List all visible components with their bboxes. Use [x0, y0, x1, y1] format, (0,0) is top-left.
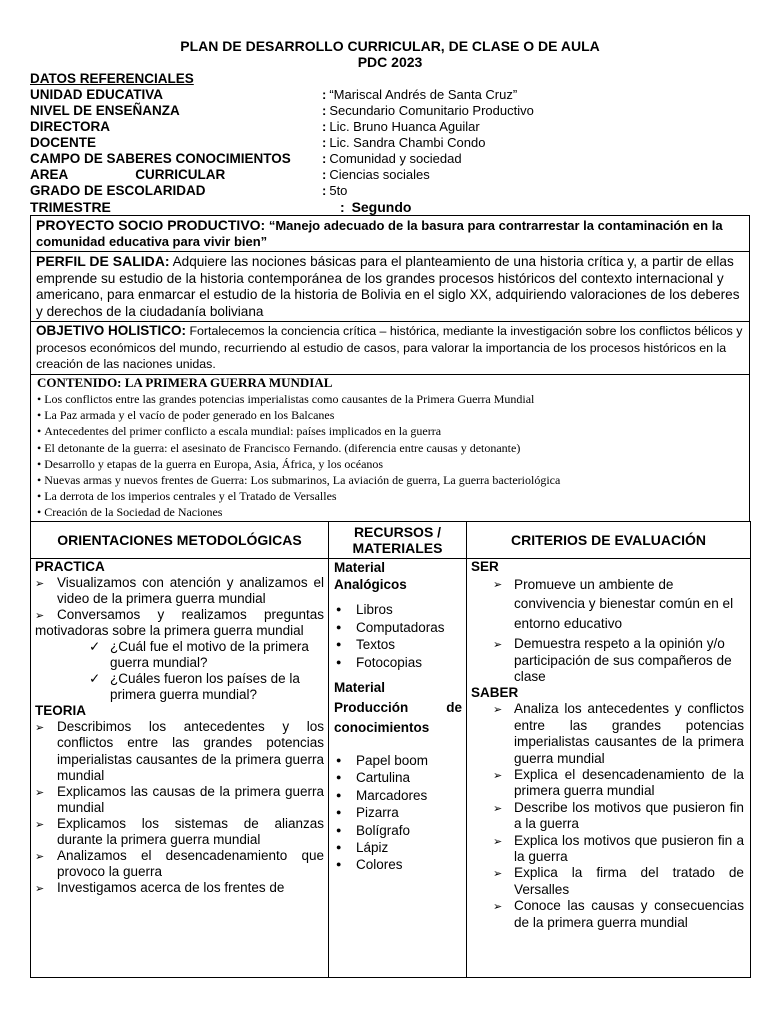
arrow-bullet-icon: ➢ — [493, 901, 503, 914]
trimestre-row — [30, 199, 750, 215]
list-item: ➢ Investigamos acerca de los frentes de — [35, 880, 324, 897]
datos-row — [30, 151, 750, 167]
list-item: ➢ Conversamos y realizamos preguntas motivadoras sobre la primera guerra mundial — [35, 606, 324, 638]
check-mark-icon: ✓ — [89, 671, 101, 687]
datos-row — [30, 103, 750, 119]
arrow-bullet-icon: ➢ — [35, 883, 45, 896]
produccion-title: Material Producción de conocimientos — [334, 680, 462, 736]
document-title: PLAN DE DESARROLLO CURRICULAR, DE CLASE O DE AULA — [180, 38, 600, 54]
arrow-bullet-icon: ➢ — [35, 786, 45, 799]
list-item: ➢ Promueve un ambiente de convivencia y bienestar común en el entorno educativo — [471, 575, 744, 634]
datos-value: : Secundario Comunitario Productivo — [322, 103, 534, 118]
list-item: ➢ Visualizamos con atención y analizamos el video de la primera guerra mundial — [35, 574, 324, 606]
list-item: ● Fotocopias — [336, 654, 423, 670]
arrow-bullet-icon: ➢ — [35, 851, 45, 864]
datos-label: UNIDAD EDUCATIVA — [30, 87, 163, 102]
contenido-item: • Los conflictos entre las grandes potencias imperialistas como causantes de la Primera Guerra Mundial — [37, 391, 535, 406]
orientaciones-cell — [31, 558, 329, 977]
datos-row — [30, 87, 750, 103]
datos-value: : Ciencias sociales — [322, 167, 430, 182]
question-item: ✓ ¿Cuál fue el motivo de la primera guerra mundial? — [89, 638, 309, 671]
saber-heading: SABER — [471, 685, 519, 701]
arrow-bullet-icon: ➢ — [35, 577, 45, 590]
bullet-icon: ● — [336, 656, 342, 667]
perfil-de-salida — [30, 251, 750, 321]
teoria-heading: TEORIA — [35, 703, 87, 719]
bullet-icon: ● — [336, 772, 342, 783]
list-item: ● Cartulina — [336, 770, 411, 786]
list-item: ● Textos — [336, 637, 396, 653]
list-item: ● Pizarra — [336, 805, 399, 821]
arrow-bullet-icon: ➢ — [493, 704, 503, 717]
trimestre-label: TRIMESTRE — [30, 199, 111, 215]
header-criterios: CRITERIOS DE EVALUACIÓN — [467, 521, 751, 558]
proyecto-text: “Manejo adecuado de la basura para contrarrestar la contaminación en la comunidad educativa para vivir bien” — [36, 218, 723, 249]
proyecto-label: PROYECTO SOCIO PRODUCTIVO: — [36, 217, 266, 233]
contenido-title: CONTENIDO: LA PRIMERA GUERRA MUNDIAL — [37, 374, 333, 390]
datos-value: : Lic. Bruno Huanca Aguilar — [322, 119, 480, 134]
list-item: ➢ Analiza los antecedentes y conflictos entre las grandes potencias imperialistas causantes de la primera guerra mundial — [493, 701, 744, 766]
contenido-item: • Creación de la Sociedad de Naciones — [37, 505, 223, 520]
document-subtitle: PDC 2023 — [357, 54, 423, 70]
table-header-row — [31, 521, 751, 558]
datos-row — [30, 183, 750, 199]
datos-label: GRADO DE ESCOLARIDAD — [30, 183, 206, 198]
contenido-item: • Antecedentes del primer conflicto a escala mundial: países implicados en la guerra — [37, 424, 442, 439]
datos-row — [30, 119, 750, 135]
datos-label: AREA CURRICULAR — [30, 167, 226, 182]
bullet-icon: ● — [336, 842, 342, 853]
list-item: ➢ Explica la firma del tratado de Versalles — [493, 865, 744, 897]
datos-row — [30, 135, 750, 151]
bullet-icon: ● — [336, 824, 342, 835]
list-item: ● Lápiz — [336, 840, 389, 856]
trimestre-value: : Segundo — [340, 199, 412, 215]
arrow-bullet-icon: ➢ — [35, 609, 45, 622]
list-item: ➢ Describimos los antecedentes y los conflictos entre las grandes potencias imperialistas causantes de la primera guerra mundial — [35, 719, 324, 783]
list-item: ➢ Explica los motivos que pusieron fin a la guerra — [493, 832, 744, 864]
table-body-row — [31, 558, 751, 977]
perfil-text: Adquiere las nociones básicas para el planteamiento de una historia crítica y, a partir de ellas emprende su estudio de la historia contemporánea de los grandes procesos históricos del contexto internacional y americano, para enmarcar el estudio de la historia de Bolivia en el siglo XX, adquiriendo valoraciones de los deberes y derechos de la ciudadanía boliviana — [36, 254, 740, 319]
list-item: ➢ Explicamos las causas de la primera guerra mundial — [35, 783, 324, 815]
contenido-section — [30, 374, 750, 521]
recursos-cell — [329, 558, 467, 977]
arrow-bullet-icon: ➢ — [493, 639, 503, 652]
bullet-icon: ● — [336, 604, 342, 615]
contenido-item: • La Paz armada y el vacío de poder generado en los Balcanes — [37, 408, 335, 423]
header-recursos: RECURSOS / MATERIALES — [329, 521, 467, 558]
datos-referenciales-heading: DATOS REFERENCIALES — [30, 71, 194, 86]
datos-value: : “Mariscal Andrés de Santa Cruz” — [322, 87, 518, 102]
bullet-icon: ● — [336, 639, 342, 650]
list-item: ➢ Demuestra respeto a la opinión y/o participación de sus compañeros de clase — [493, 636, 732, 684]
list-item: ➢ Explicamos los sistemas de alianzas durante la primera guerra mundial — [35, 815, 324, 848]
proyecto-socio-productivo — [30, 215, 750, 251]
ser-heading: SER — [471, 558, 499, 574]
check-mark-icon: ✓ — [89, 638, 101, 654]
datos-row — [30, 167, 750, 183]
objetivo-label: OBJETIVO HOLISTICO: — [36, 323, 187, 338]
objetivo-text: Fortalecemos la conciencia crítica – histórica, mediante la investigación sobre los conflictos bélicos y procesos económicos del mundo, recurriendo al estudio de casos, para valorar la importancia de los procesos históricos en la creación de las naciones unidas. — [36, 324, 743, 372]
datos-value: : Lic. Sandra Chambi Condo — [322, 135, 486, 150]
bullet-icon: ● — [336, 859, 342, 870]
bullet-icon: ● — [336, 755, 342, 766]
arrow-bullet-icon: ➢ — [493, 802, 503, 815]
list-item: ➢ Analizamos el desencadenamiento que provoco la guerra — [35, 848, 324, 880]
arrow-bullet-icon: ➢ — [493, 835, 503, 848]
planning-table — [30, 521, 751, 978]
list-item: ● Computadoras — [336, 619, 445, 635]
objetivo-holistico — [30, 321, 750, 374]
datos-label: DOCENTE — [30, 135, 97, 150]
bullet-icon: ● — [336, 807, 342, 818]
criterios-cell — [467, 558, 751, 977]
list-item: ● Libros — [336, 602, 393, 618]
datos-label: DIRECTORA — [30, 119, 111, 134]
datos-value: : 5to — [322, 183, 348, 198]
question-item: ✓ ¿Cuáles fueron los países de la primera guerra mundial? — [89, 671, 300, 703]
datos-label: CAMPO DE SABERES CONOCIMIENTOS — [30, 151, 291, 166]
arrow-bullet-icon: ➢ — [493, 868, 503, 881]
analogicos-title: Material Analógicos — [334, 559, 407, 593]
arrow-bullet-icon: ➢ — [35, 818, 45, 831]
datos-value: : Comunidad y sociedad — [322, 151, 462, 166]
list-item: ➢ Describe los motivos que pusieron fin a la guerra — [493, 799, 744, 832]
bullet-icon: ● — [336, 621, 342, 632]
bullet-icon: ● — [336, 789, 342, 800]
datos-label: NIVEL DE ENSEÑANZA — [30, 103, 180, 118]
list-item: ➢ Conoce las causas y consecuencias de la primera guerra mundial — [493, 898, 744, 930]
contenido-item: • La derrota de los imperios centrales y el Tratado de Versalles — [37, 489, 337, 504]
perfil-label: PERFIL DE SALIDA: — [36, 253, 170, 269]
list-item: ● Papel boom — [336, 753, 429, 769]
contenido-item: • Nuevas armas y nuevos frentes de Guerra: Los submarinos, La aviación de guerra, La guerra bacteriológica — [37, 473, 561, 487]
arrow-bullet-icon: ➢ — [35, 722, 45, 735]
contenido-item: • El detonante de la guerra: el asesinato de Francisco Fernando. (diferencia entre causas y detonante) — [37, 440, 521, 455]
header-orientaciones: ORIENTACIONES METODOLÓGICAS — [31, 521, 329, 558]
contenido-item: • Desarrollo y etapas de la guerra en Europa, Asia, África, y los océanos — [37, 456, 384, 471]
arrow-bullet-icon: ➢ — [493, 769, 503, 782]
list-item: ● Colores — [336, 857, 403, 873]
list-item: ● Marcadores — [336, 787, 428, 803]
practica-heading: PRACTICA — [35, 558, 105, 574]
arrow-bullet-icon: ➢ — [493, 578, 503, 591]
list-item: ● Bolígrafo — [336, 822, 411, 838]
pdc-document — [30, 38, 750, 978]
list-item: ➢ Explica el desencadenamiento de la primera guerra mundial — [493, 766, 744, 799]
